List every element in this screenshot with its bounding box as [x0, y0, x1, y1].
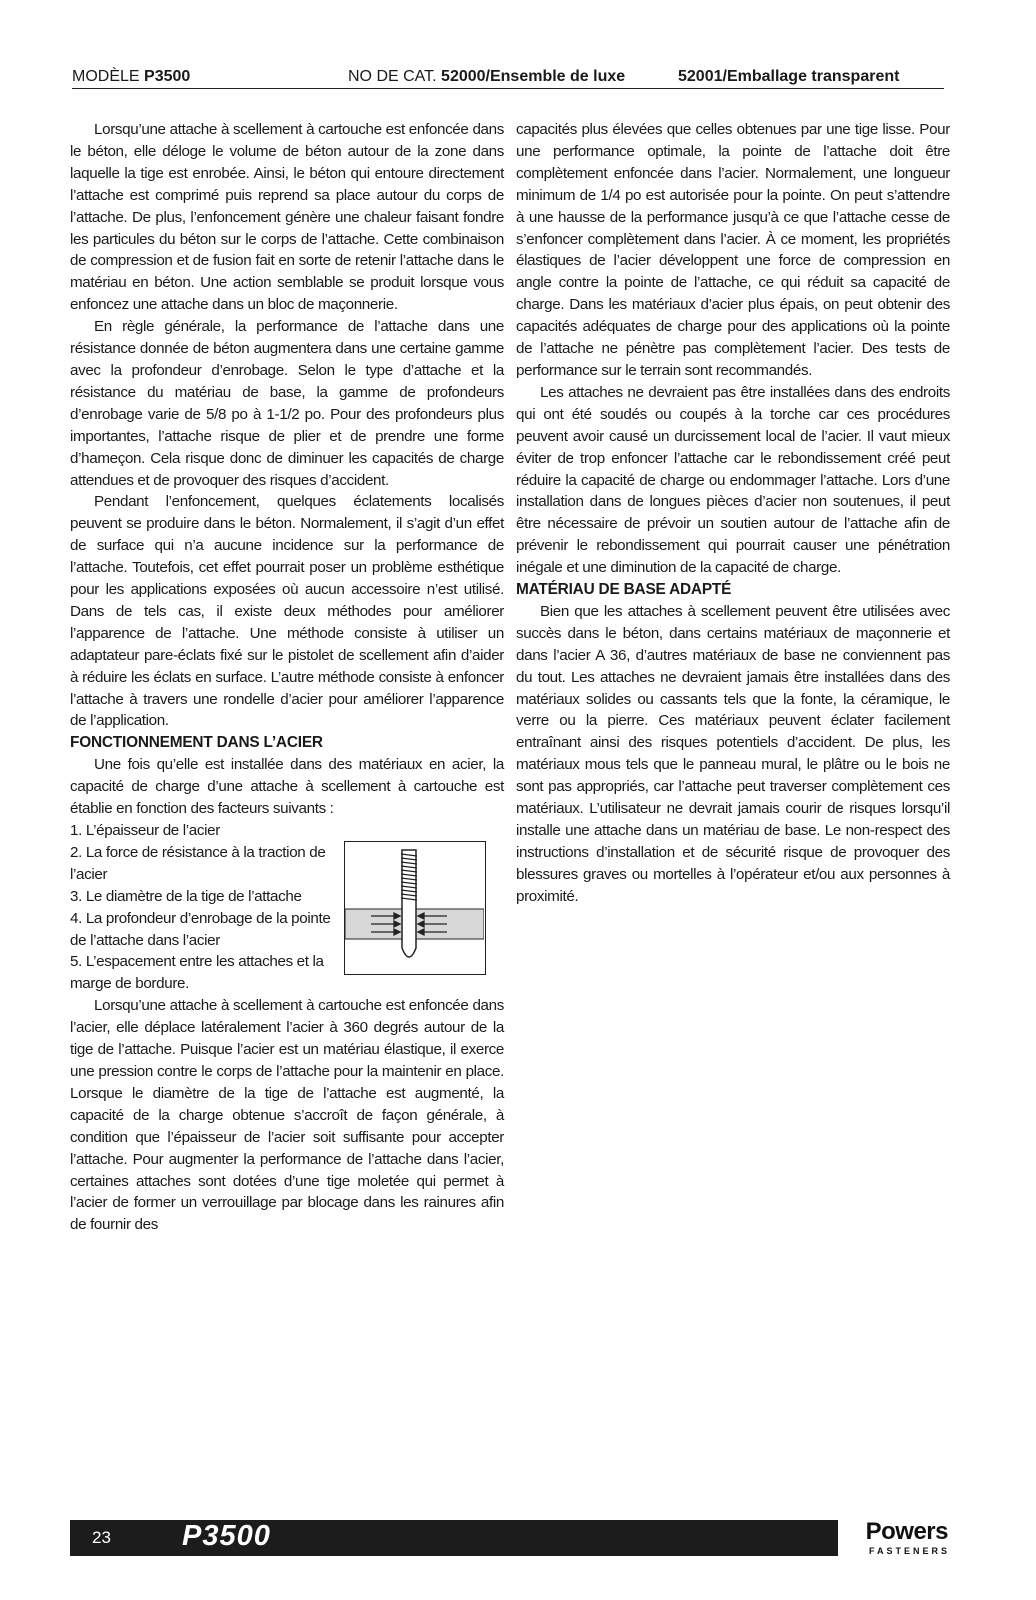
model-value: P3500	[144, 68, 191, 85]
logo-name: Powers	[865, 1518, 948, 1545]
model-info	[72, 66, 190, 88]
fastener-in-steel-diagram	[344, 841, 486, 975]
page-number: 23	[92, 1528, 111, 1547]
section-heading-base-material: MATÉRIAU DE BASE ADAPTÉ	[516, 581, 732, 599]
factors-block	[70, 820, 504, 995]
logo-subtitle: FASTENERS	[868, 1546, 950, 1556]
compression-arrows-left	[371, 913, 400, 935]
footer-bar	[70, 1520, 838, 1556]
paragraph: Bien que les attaches à scellement peuvent être utilisées avec succès dans le béton, dans certains matériaux de maçonnerie et dans l’acier A 36, d’autres matériaux de base ne conviennent pas du tout. Les attaches ne devraient jamais être installées dans des matériaux solides ou cassants tels que la fonte, la céramique, le verre ou la pierre. Ces matériaux peuvent éclater facilement entraînant ainsi des risques potentiels d’accident. De plus, les matériaux mous tels que le panneau mural, le plâtre ou le bois ne sont pas appropriés, car l’attache peut traverser complètement ces matériaux. L’utilisateur ne devrait jamais courir de risques lorsqu’il installe une attache dans un matériau de base. Le non-respect des instructions d’installation et de sécurité risque de provoquer des blessures graves ou mortelles à l’opérateur et/ou aux personnes à proximité.	[516, 602, 950, 905]
paragraph: Pendant l’enfoncement, quelques éclatements localisés peuvent se produire dans le béton. Normalement, il s’agit d’un effet de surface qui n’a aucune incidence sur la performance de l’attache. Toutefois, cet effet pourrait poser un problème esthétique pour les applications exposées où aucun accessoire n’est utilisé. Dans de tels cas, il existe deux méthodes pour améliorer l’apparence de l’attache. Une méthode consiste à utiliser un adaptateur pare-éclats fixé sur le pistolet de scellement afin d’aider à réduire les éclats en surface. L’autre méthode consiste à enfoncer l’attache à travers une rondelle d’acier pour améliorer l’apparence de l’application.	[70, 493, 504, 730]
catalog-label: NO DE CAT.	[348, 68, 442, 85]
model-label: MODÈLE	[72, 68, 145, 85]
page-header	[72, 64, 944, 89]
right-column	[516, 119, 950, 908]
list-item: 3. Le diamètre de la tige de l’attache	[70, 887, 302, 905]
list-item: 1. L’épaisseur de l’acier	[70, 822, 220, 839]
fastener-shank	[401, 850, 417, 957]
compression-arrows-right	[418, 913, 447, 935]
factor-list	[70, 820, 342, 995]
paragraph: En règle générale, la performance de l’attache dans une résistance donnée de béton augmentera dans une certaine gamme avec la profondeur d’enrobage. Selon le type d’attache et la résistance du matériau de base, la gamme de profondeurs d’enrobage varie de 5/8 po à 1-1/2 po. Pour des profondeurs plus importantes, l’attache risque de plier et de prendre une forme d’hameçon. Cela risque donc de diminuer les capacités de charge attendues et de provoquer des risques d’accident.	[70, 318, 504, 489]
paragraph: Lorsqu’une attache à scellement à cartouche est enfoncée dans l’acier, elle déplace latéralement l’acier à 360 degrés autour de la tige de l’attache. Puisque l’acier est un matériau élastique, il exerce une pression contre le corps de l’attache pour la maintenir en place. Lorsque le diamètre de la tige de l’attache est augmenté, la capacité de la charge obtenue s’accroît de façon générale, à condition que l’épaisseur de l’acier soit suffisante pour accepter l’attache. Pour augmenter la performance de l’attache dans l’acier, certaines attaches sont dotées d’une tige moletée qui permet à l’acier de former un verrouillage par blocage dans les rainures afin de fournir des	[70, 997, 504, 1234]
left-column	[70, 119, 504, 1236]
paragraph: capacités plus élevées que celles obtenues par une tige lisse. Pour une performance optimale, la pointe de l’attache doit être complètement enfoncée dans l’acier. Normalement, une longueur minimum de 1/4 po est autorisée pour la pointe. On peut s’attendre à une hausse de la performance jusqu’à ce que l’attache cesse de s’enfoncer complètement dans l’acier. À ce moment, les propriétés élastiques de l’acier développent une force de compression en angle contre la pointe de l’attache, ce qui réduit sa capacité de charge. Dans les matériaux d’acier plus épais, on peut obtenir des capacités adéquates de charge pour des applications où la pointe de l’attache ne pénètre pas complètement l’acier. Des tests de performance sur le terrain sont recommandés.	[516, 121, 950, 379]
paragraph: Les attaches ne devraient pas être installées dans des endroits qui ont été soudés ou coupés à la torche car ces procédures peuvent avoir causé un durcissement local de l’acier. Il vaut mieux éviter de trop enfoncer l’attache car le rebondissement créé peut réduire la capacité de charge ou endommager l’attache. Lors d’une installation dans de longues pièces d’acier non soutenues, il peut être nécessaire de prévoir un soutien autour de l’attache afin de prévenir le rebondissement qui pourrait causer une pénétration inégale et une diminution de la capacité de charge.	[516, 383, 950, 577]
diagram-svg	[345, 842, 484, 973]
section-heading-steel: FONCTIONNEMENT DANS L’ACIER	[70, 734, 323, 752]
powers-fasteners-logo	[842, 1518, 950, 1556]
list-item: 2. La force de résistance à la traction de l’acier	[70, 843, 326, 883]
paragraph: Lorsqu’une attache à scellement à cartouche est enfoncée dans le béton, elle déloge le volume de béton autour de la zone dans laquelle la tige est enrobée. Ainsi, le béton qui entoure directement l’attache est comprimé puis reprend sa place autour du corps de l’attache. De plus, l’enfoncement génère une chaleur faisant fondre les particules du béton sur le corps de l’attache. Cette combinaison de compression et de fusion fait en sorte de retenir l’attache dans le matériau en béton. Une action semblable se produit lorsque vous enfoncez une attache dans un bloc de maçonnerie.	[70, 121, 504, 314]
footer-model: P3500	[182, 1520, 271, 1552]
list-item: 5. L’espacement entre les attaches et la marge de bordure.	[70, 953, 324, 993]
catalog-info-2	[678, 66, 899, 88]
catalog-value-2: 52001/Emballage transparent	[678, 68, 900, 85]
list-item: 4. La profondeur d’enrobage de la pointe de l’attache dans l’acier	[70, 909, 331, 949]
paragraph: Une fois qu’elle est installée dans des matériaux en acier, la capacité de charge d’une attache à scellement à cartouche est établie en fonction des facteurs suivants :	[70, 756, 504, 818]
page-footer	[70, 1520, 950, 1556]
catalog-info	[348, 66, 625, 88]
catalog-value: 52000/Ensemble de luxe	[441, 68, 626, 85]
